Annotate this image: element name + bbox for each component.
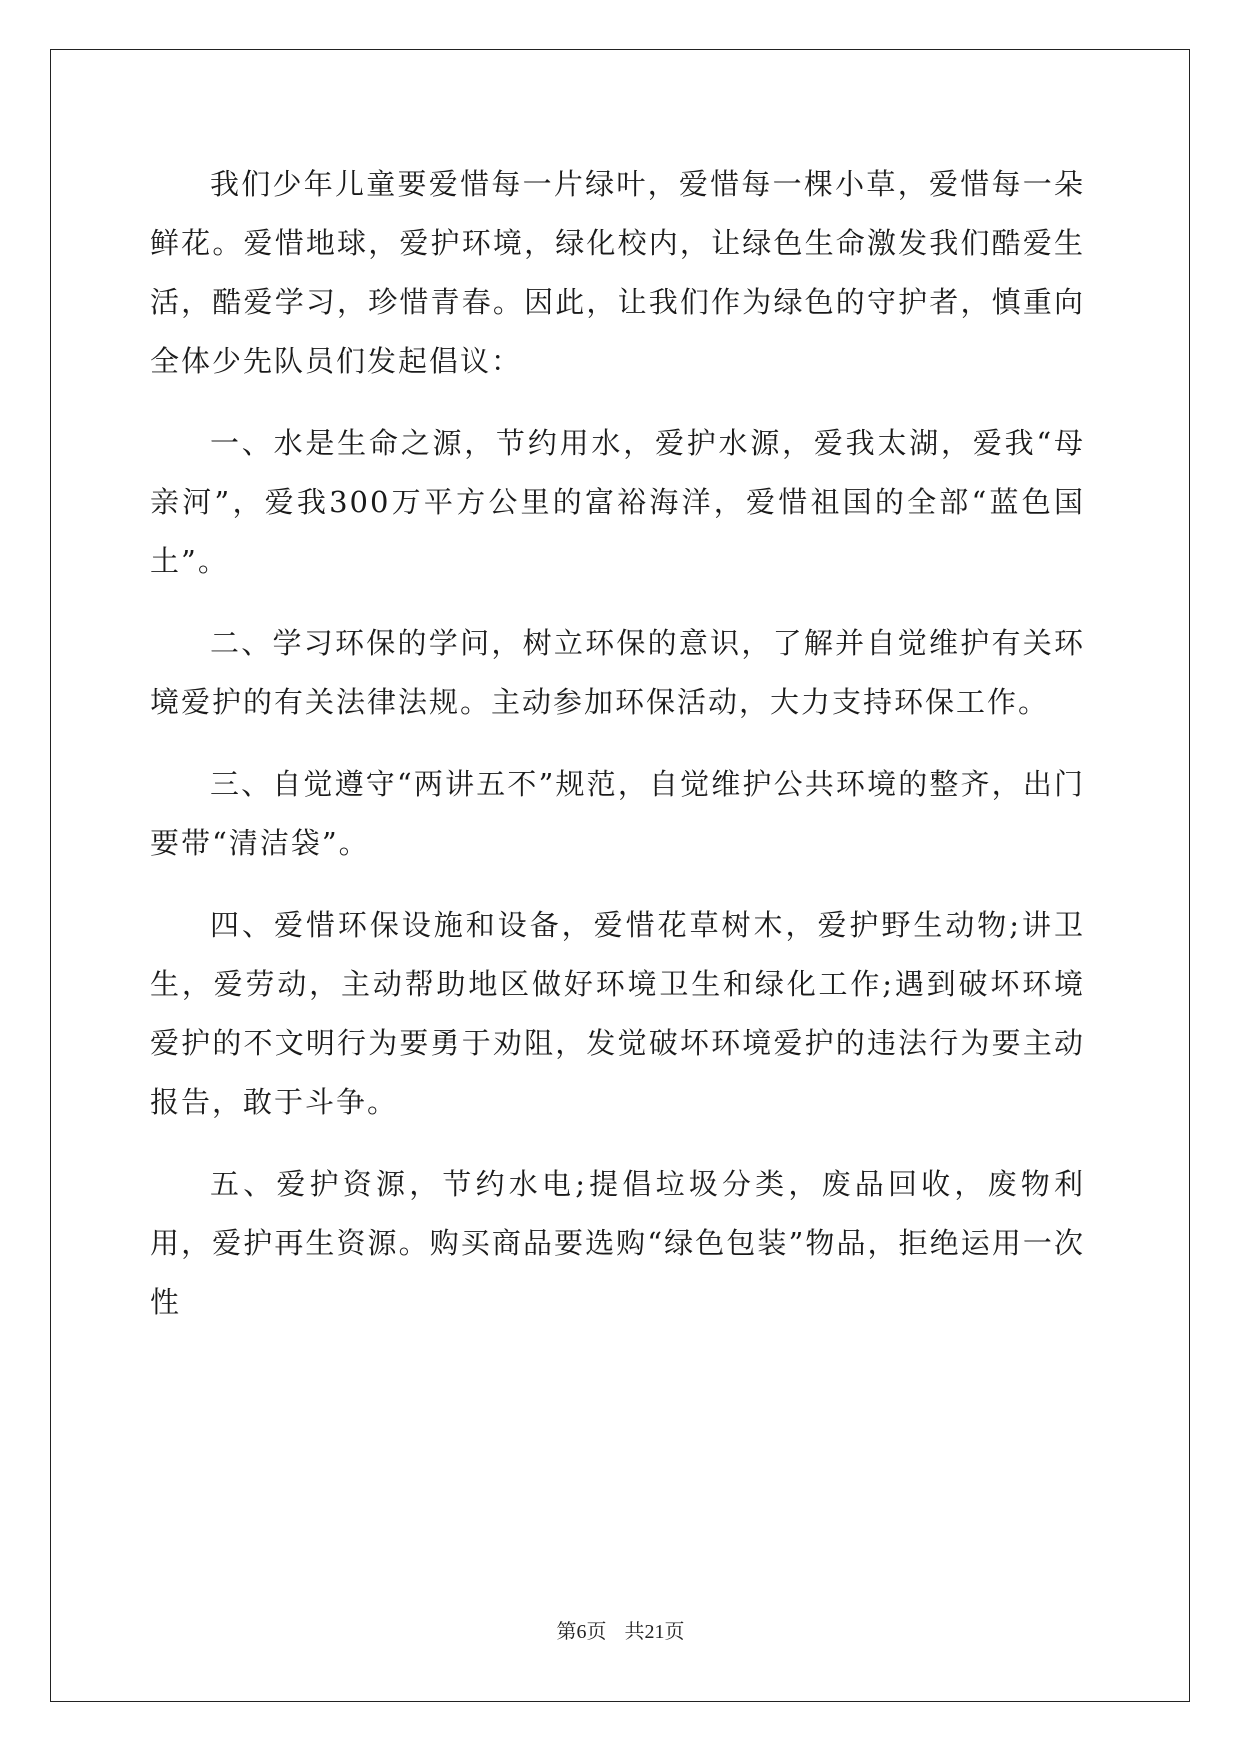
paragraph-intro: 我们少年儿童要爱惜每一片绿叶，爱惜每一棵小草，爱惜每一朵鲜花。爱惜地球，爱护环境，绿化校内，让绿色生命激发我们酷爱生活，酷爱学习，珍惜青春。因此，让我们作为绿色的守护者，慎重向全体少先队员们发起倡议： bbox=[150, 167, 1085, 378]
paragraph-item-3: 三、自觉遵守“两讲五不”规范，自觉维护公共环境的整齐，出门要带“清洁袋”。 bbox=[150, 767, 1085, 860]
paragraph-item-4: 四、爱惜环保设施和设备，爱惜花草树木，爱护野生动物;讲卫生，爱劳动，主动帮助地区做好环境卫生和绿化工作;遇到破坏环境爱护的不文明行为要勇于劝阻，发觉破坏环境爱护的违法行为要主动报告，敢于斗争。 bbox=[150, 908, 1085, 1119]
page-number: 第6页 bbox=[556, 1621, 607, 1643]
page-total: 共21页 bbox=[624, 1621, 685, 1643]
paragraph-item-5: 五、爱护资源，节约水电;提倡垃圾分类，废品回收，废物利用，爱护再生资源。购买商品要选购“绿色包装”物品，拒绝运用一次性 bbox=[150, 1167, 1085, 1319]
document-body bbox=[150, 155, 1085, 1355]
paragraph-item-1: 一、水是生命之源，节约用水，爱护水源，爱我太湖，爱我“母亲河”，爱我300万平方公里的富裕海洋，爱惜祖国的全部“蓝色国土”。 bbox=[150, 426, 1085, 578]
paragraph-item-2: 二、学习环保的学问，树立环保的意识，了解并自觉维护有关环境爱护的有关法律法规。主动参加环保活动，大力支持环保工作。 bbox=[150, 626, 1085, 719]
page-footer bbox=[0, 1615, 1241, 1644]
